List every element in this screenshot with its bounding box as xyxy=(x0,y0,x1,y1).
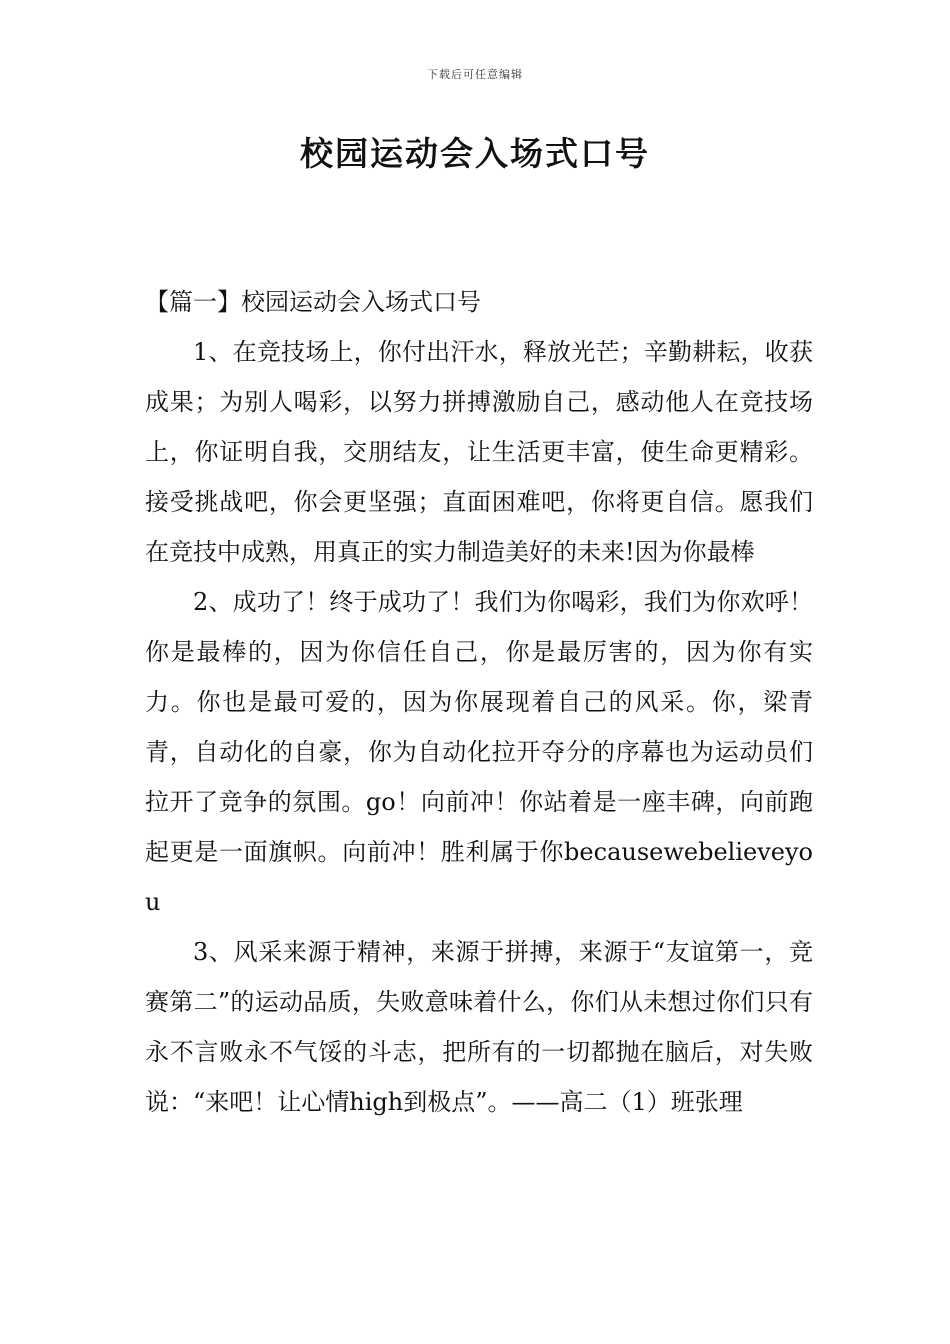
paragraph-2: 2、成功了！终于成功了！我们为你喝彩，我们为你欢呼！你是最棒的，因为你信任自己，你是最厉害的，因为你有实力。你也是最可爱的，因为你展现着自己的风采。你，梁青青，自动化的自豪，你为自动化拉开夺分的序幕也为运动员们拉开了竞争的氛围。go！向前冲！你站着是一座丰碑，向前跑起更是一面旗帜。向前冲！胜利属于你becausewebelieveyou xyxy=(145,588,813,916)
document-title: 校园运动会入场式口号 xyxy=(300,134,650,173)
paragraph-3: 3、风采来源于精神，来源于拼搏，来源于“友谊第一，竞赛第二”的运动品质，失败意味着什么，你们从未想过你们只有永不言败永不气馁的斗志，把所有的一切都抛在脑后，对失败说：“来吧！让心情high到极点”。——高二（1）班张理 xyxy=(145,938,813,1116)
section-heading: 【篇一】校园运动会入场式口号 xyxy=(145,288,481,316)
document-body xyxy=(145,277,813,1127)
paragraph-1: 1、在竞技场上，你付出汗水，释放光芒；辛勤耕耘，收获成果；为别人喝彩，以努力拼搏激励自己，感动他人在竞技场上，你证明自我，交朋结友，让生活更丰富，使生命更精彩。接受挑战吧，你会更坚强；直面困难吧，你将更自信。愿我们在竞技中成熟，用真正的实力制造美好的未来!因为你最棒 xyxy=(145,338,813,566)
header-note: 下载后可任意编辑 xyxy=(427,68,523,81)
